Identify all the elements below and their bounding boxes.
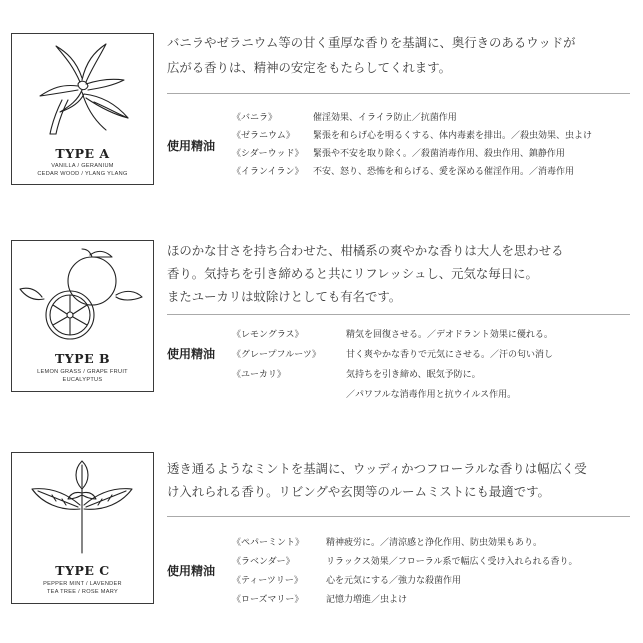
type-a-oil-name: 《シダーウッド》 [232,149,304,159]
type-b-oil-name: 《レモングラス》 [232,330,304,340]
type-b-description-1: ほのかな甘さを持ち合わせた、柑橘系の爽やかな香りは大人を思わせる [167,243,564,258]
type-a-oil-effect: 催淫効果、イライラ防止／抗菌作用 [313,113,457,123]
type-c-description-2: け入れられる香り。リビングや玄関等のルームミストにも最適です。 [167,484,550,499]
mint-leaf-icon [12,453,152,558]
type-b-description-3: またユーカリは蚊除けとしても有名です。 [167,289,402,304]
type-b-oil-name: 《グレープフルーツ》 [232,350,321,360]
type-b-oil-effect-extra: ／パワフルな消毒作用と抗ウイルス作用。 [346,390,517,400]
type-c-oil-effect: リラックス効果／フローラル系で幅広く受け入れられる香り。 [326,557,578,567]
type-a-oil-effect: 緊張を和らげ心を明るくする、体内毒素を排出。／殺虫効果、虫よけ [313,131,593,141]
type-c-oil-name: 《ラベンダー》 [232,557,295,567]
type-b-sub-1: LEMON GRASS / GRAPE FRUIT [37,369,128,375]
type-c-card [11,452,154,604]
type-a-card [11,33,154,185]
type-b-oil-effect: 精気を回復させる。／デオドラント効果に優れる。 [346,330,553,340]
type-a-sub-1: VANILLA / GERANIUM [51,163,114,169]
type-c-oil-effect: 心を元気にする／強力な殺菌作用 [326,576,462,586]
type-c-divider [167,516,630,517]
type-b-oil-label: 使用精油 [167,347,216,361]
type-c-sub-1: PEPPER MINT / LAVENDER [43,581,122,587]
type-a-oil-label: 使用精油 [167,139,216,153]
type-a-oil-effect: 緊張や不安を取り除く。／殺菌消毒作用、殺虫作用、鎮静作用 [313,149,565,159]
type-a-oil-name: 《バニラ》 [232,113,278,123]
type-a-oil-name: 《イランイラン》 [232,167,304,177]
type-c-oil-name: 《ペパーミント》 [232,538,305,548]
type-a-divider [167,93,630,94]
type-c-oil-label: 使用精油 [167,564,216,578]
type-a-oil-name: 《ゼラニウム》 [232,131,295,141]
type-c-title: TYPE C [55,563,110,578]
type-b-title: TYPE B [54,351,111,366]
type-a-sub-2: CEDAR WOOD / YLANG YLANG [37,171,128,177]
type-c-description-1: 透き通るようなミントを基調に、ウッディかつフローラルな香りは幅広く受 [167,461,587,476]
type-b-oil-effect: 気持ちを引き締め、眠気予防に。 [346,370,481,380]
type-b-description-2: 香り。気持ちを引き締めると共にリフレッシュし、元気な毎日に。 [167,266,538,281]
type-b-card [11,240,154,392]
vanilla-flower-icon [12,34,152,139]
type-c-oil-effect: 精神疲労に。／清涼感と浄化作用、防虫効果もあり。 [326,538,543,548]
grapefruit-icon [12,241,152,346]
type-b-oil-name: 《ユーカリ》 [232,370,286,380]
type-c-oil-effect: 記憶力増進／虫よけ [326,595,408,605]
type-c-oil-name: 《ティーツリー》 [232,576,303,586]
type-c-sub-2: TEA TREE / ROSE MARY [46,589,119,595]
type-a-oil-effect: 不安、怒り、恐怖を和らげる、愛を深める催淫作用。／消毒作用 [313,167,575,177]
type-c-oil-name: 《ローズマリー》 [232,595,304,605]
type-a-title: TYPE A [55,146,110,161]
type-a-description-1: バニラやゼラニウム等の甘く重厚な香りを基調に、奥行きのあるウッドが [167,35,576,50]
type-b-oil-effect: 甘く爽やかな香りで元気にさせる。／汗の匂い消し [346,350,554,360]
type-b-divider [167,314,630,315]
type-a-description-2: 広がる香りは、精神の安定をもたらしてくれます。 [167,60,451,75]
type-b-sub-2: EUCALYPTUS [62,377,103,383]
